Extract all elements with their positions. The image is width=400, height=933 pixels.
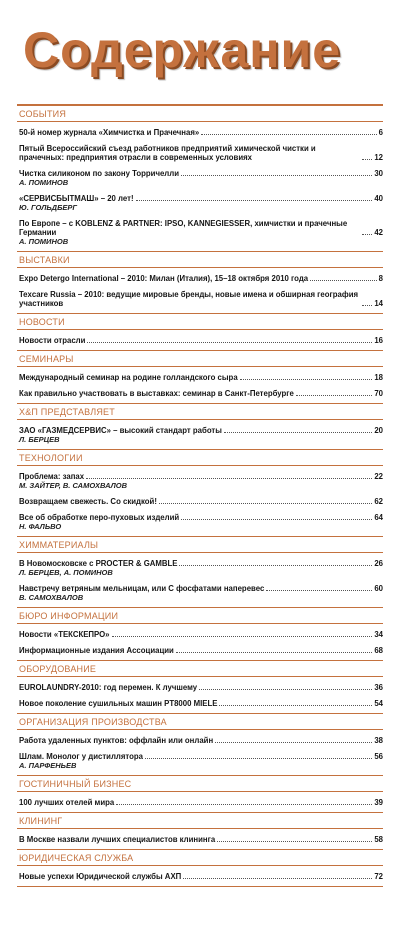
section-divider <box>17 886 383 887</box>
entry-page-number: 12 <box>374 153 383 162</box>
entry-page-number: 26 <box>374 559 383 568</box>
entry-title: Пятый Всероссийский съезд работников предприятий химической чистки и прачечных: предприятия отрасли в современных условиях <box>19 144 316 162</box>
section-divider <box>17 607 383 608</box>
title-divider <box>17 104 383 106</box>
section-divider <box>17 713 383 714</box>
toc-entry[interactable] <box>17 559 383 577</box>
dot-leader <box>136 200 373 201</box>
toc-entry[interactable] <box>17 169 383 187</box>
entry-page-number: 20 <box>374 426 383 435</box>
entry-page-number: 8 <box>378 274 383 283</box>
section-divider <box>17 812 383 813</box>
entry-title: Международный семинар на родине голландского сыра <box>19 373 238 382</box>
entry-page-number: 58 <box>374 835 383 844</box>
entry-title: 100 лучших отелей мира <box>19 798 115 807</box>
section-heading: ХИММАТЕРИАЛЫ <box>17 538 383 553</box>
entry-author: В. САМОХВАЛОВ <box>19 593 84 602</box>
entry-page-number: 68 <box>374 646 383 655</box>
dot-leader <box>181 175 372 176</box>
entry-title: По Европе – с KOBLENZ & PARTNER: IPSO, KANNEGIESSER, химчистки и прачечные Германии <box>19 219 348 237</box>
toc-entry[interactable] <box>17 630 383 639</box>
dot-leader <box>201 134 376 135</box>
toc-entry[interactable] <box>17 584 383 602</box>
toc-entry[interactable] <box>17 683 383 692</box>
section-heading: СЕМИНАРЫ <box>17 352 383 367</box>
entry-title: Новости отрасли <box>19 336 86 345</box>
entry-page-number: 54 <box>374 699 383 708</box>
section-heading: БЮРО ИНФОРМАЦИИ <box>17 609 383 624</box>
page-title: Содержание <box>23 22 342 78</box>
section-heading: ОБОРУДОВАНИЕ <box>17 662 383 677</box>
entry-author: А. ПАРФЕНЬЕВ <box>19 761 77 770</box>
toc-section <box>17 715 383 776</box>
entry-author: Л. БЕРЦЕВ <box>19 435 60 444</box>
section-divider <box>17 251 383 252</box>
toc-entry[interactable] <box>17 426 383 444</box>
section-heading: ВЫСТАВКИ <box>17 253 383 268</box>
dot-leader <box>116 804 372 805</box>
dot-leader <box>217 841 372 842</box>
toc-entry[interactable] <box>17 497 383 506</box>
entry-page-number: 62 <box>374 497 383 506</box>
dot-leader <box>112 636 373 637</box>
toc-section <box>17 253 383 314</box>
toc-section <box>17 405 383 450</box>
toc-entry[interactable] <box>17 646 383 655</box>
toc-entry[interactable] <box>17 274 383 283</box>
dot-leader <box>176 652 372 653</box>
toc-entry[interactable] <box>17 798 383 807</box>
toc-entry[interactable] <box>17 373 383 382</box>
entry-author: Н. ФАЛЬВО <box>19 522 62 531</box>
toc-section <box>17 609 383 661</box>
toc-section <box>17 107 383 252</box>
entry-page-number: 56 <box>374 752 383 761</box>
toc-entry[interactable] <box>17 219 383 246</box>
entry-author: М. ЗАЙТЕР, В. САМОХВАЛОВ <box>19 481 128 490</box>
entry-title: Новые успехи Юридической службы АХП <box>19 872 182 881</box>
section-heading: СОБЫТИЯ <box>17 107 383 122</box>
toc-entry[interactable] <box>17 835 383 844</box>
toc-section <box>17 777 383 813</box>
toc-entry[interactable] <box>17 144 383 162</box>
dot-leader <box>183 878 372 879</box>
dot-leader <box>215 742 372 743</box>
toc-section <box>17 851 383 887</box>
entry-title: В Москве назвали лучших специалистов клининга <box>19 835 216 844</box>
dot-leader <box>266 590 372 591</box>
section-divider <box>17 660 383 661</box>
entry-page-number: 18 <box>374 373 383 382</box>
entry-page-number: 38 <box>374 736 383 745</box>
entry-title: В Новомосковске с PROCTER & GAMBLE <box>19 559 178 568</box>
dot-leader <box>181 519 372 520</box>
entry-title: Все об обработке перо-пуховых изделий <box>19 513 180 522</box>
entry-page-number: 60 <box>374 584 383 593</box>
toc-section <box>17 451 383 537</box>
dot-leader <box>219 705 372 706</box>
toc-entry[interactable] <box>17 290 383 308</box>
toc-entry[interactable] <box>17 752 383 770</box>
section-heading: ГОСТИНИЧНЫЙ БИЗНЕС <box>17 777 383 792</box>
section-heading: НОВОСТИ <box>17 315 383 330</box>
entry-title: Проблема: запах <box>19 472 85 481</box>
toc-entry[interactable] <box>17 872 383 881</box>
section-divider <box>17 449 383 450</box>
toc-entry[interactable] <box>17 194 383 212</box>
toc-section <box>17 538 383 608</box>
section-heading: ОРГАНИЗАЦИЯ ПРОИЗВОДСТВА <box>17 715 383 730</box>
entry-author: А. ПОМИНОВ <box>19 237 69 246</box>
entry-page-number: 36 <box>374 683 383 692</box>
dot-leader <box>362 234 372 235</box>
entry-title: Информационные издания Ассоциации <box>19 646 174 655</box>
section-divider <box>17 313 383 314</box>
entry-title: Expo Detergo International – 2010: Милан (Италия), 15–18 октября 2010 года <box>19 274 309 283</box>
toc-entry[interactable] <box>17 389 383 398</box>
toc-entry[interactable] <box>17 336 383 345</box>
toc-entry[interactable] <box>17 472 383 490</box>
entry-page-number: 22 <box>374 472 383 481</box>
entry-title: Возвращаем свежесть. Со скидкой! <box>19 497 157 506</box>
dot-leader <box>240 379 373 380</box>
entry-title: Работа удаленных пунктов: оффлайн или онлайн <box>19 736 214 745</box>
toc-section <box>17 352 383 404</box>
section-divider <box>17 536 383 537</box>
entry-page-number: 30 <box>374 169 383 178</box>
section-divider <box>17 403 383 404</box>
dot-leader <box>310 280 377 281</box>
dot-leader <box>224 432 372 433</box>
entry-title: Шлам. Монолог у дистиллятора <box>19 752 144 761</box>
dot-leader <box>362 305 372 306</box>
toc-entry[interactable] <box>17 736 383 745</box>
toc-section <box>17 814 383 850</box>
entry-title: Как правильно участвовать в выставках: семинар в Санкт-Петербурге <box>19 389 294 398</box>
entry-page-number: 34 <box>374 630 383 639</box>
entry-page-number: 16 <box>374 336 383 345</box>
toc-section <box>17 662 383 714</box>
dot-leader <box>87 342 372 343</box>
entry-title: ЗАО «ГАЗМЕДСЕРВИС» – высокий стандарт работы <box>19 426 222 435</box>
entry-author: Ю. ГОЛЬДБЕРГ <box>19 203 78 212</box>
entry-title: Новости «ТЕКСКЕПРО» <box>19 630 110 639</box>
entry-title: Навстречу ветряным мельницам, или С фосфатами наперевес <box>19 584 265 593</box>
toc-entry[interactable] <box>17 128 383 137</box>
dot-leader <box>296 395 372 396</box>
dot-leader <box>159 503 372 504</box>
entry-page-number: 70 <box>374 389 383 398</box>
entry-title: EUROLAUNDRY-2010: год перемен. К лучшему <box>19 683 198 692</box>
entry-title: Новое поколение сушильных машин PT8000 MIELE <box>19 699 218 708</box>
section-heading: Х&П ПРЕДСТАВЛЯЕТ <box>17 405 383 420</box>
toc-entry[interactable] <box>17 513 383 531</box>
section-divider <box>17 775 383 776</box>
dot-leader <box>145 758 372 759</box>
entry-page-number: 72 <box>374 872 383 881</box>
section-divider <box>17 849 383 850</box>
section-heading: ЮРИДИЧЕСКАЯ СЛУЖБА <box>17 851 383 866</box>
toc-section <box>17 315 383 351</box>
dot-leader <box>179 565 372 566</box>
toc-list <box>17 107 383 887</box>
dot-leader <box>199 689 372 690</box>
section-divider <box>17 350 383 351</box>
entry-author: А. ПОМИНОВ <box>19 178 69 187</box>
entry-title: «СЕРВИСБЫТМАШ» – 20 лет! <box>19 194 134 203</box>
toc-entry[interactable] <box>17 699 383 708</box>
section-heading: ТЕХНОЛОГИИ <box>17 451 383 466</box>
entry-author: Л. БЕРЦЕВ, А. ПОМИНОВ <box>19 568 113 577</box>
entry-page-number: 64 <box>374 513 383 522</box>
entry-title: Texcare Russia – 2010: ведущие мировые бренды, новые имена и обширная география участников <box>19 290 359 308</box>
entry-page-number: 6 <box>378 128 383 137</box>
entry-page-number: 42 <box>374 228 383 237</box>
dot-leader <box>362 159 372 160</box>
dot-leader <box>86 478 372 479</box>
entry-title: Чистка силиконом по закону Торричелли <box>19 169 180 178</box>
section-heading: КЛИНИНГ <box>17 814 383 829</box>
entry-page-number: 39 <box>374 798 383 807</box>
entry-title: 50-й номер журнала «Химчистка и Прачечная» <box>19 128 200 137</box>
entry-page-number: 40 <box>374 194 383 203</box>
entry-page-number: 14 <box>374 299 383 308</box>
